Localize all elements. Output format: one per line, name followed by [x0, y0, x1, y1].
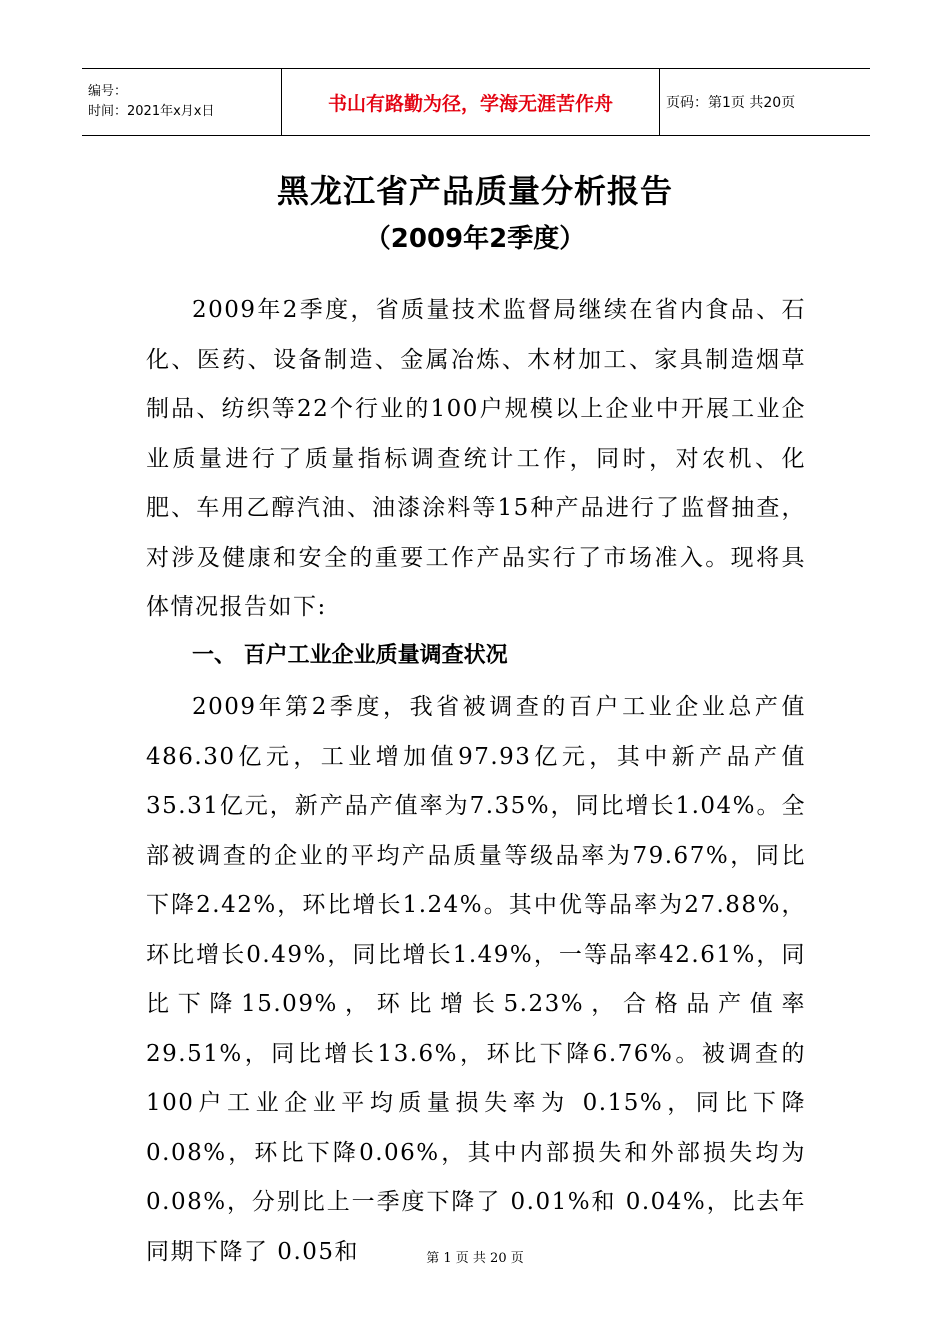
header-page-info — [660, 69, 870, 135]
motto-text: 书山有路勤为径，学海无涯苦作舟 — [327, 92, 613, 115]
page-footer: 第 1 页 共 20 页 — [426, 1251, 524, 1266]
page-info-text: 页码：第1页 共20页 — [666, 95, 796, 111]
header-meta — [82, 69, 282, 135]
section-1-paragraph: 2009年第2季度，我省被调查的百户工业企业总产值486.30亿元，工业增加值97.93亿元，其中新产品产值35.31亿元，新产品产值率为7.35%，同比增长1.04%。全部被调查的企业的平均产品质量等级品率为79.67%，同比下降2.42%，环比增长1.24%。其中优等品率为27.88%，环比增长0.49%，同比增长1.49%，一等品率42.61%，同比下降15.09%，环比增长5.23%，合格品产值率29.51%，同比增长13.6%，环比下降6.76%。被调查的100户工业企业平均质量损失率为 0.15%，同比下降 0.08%，环比下降0.06%，其中内部损失和外部损失均为0.08%，分别比上一季度下降了 0.01%和 0.04%，比去年同期下降了 0.05和 — [146, 694, 806, 1265]
doc-time-label: 时间：2021年x月x日 — [88, 104, 215, 119]
intro-block — [146, 286, 806, 633]
page-header — [82, 68, 870, 136]
header-motto — [282, 69, 660, 135]
doc-number-label: 编号： — [88, 84, 128, 99]
section-1-block — [146, 683, 806, 1277]
section-1-heading: 一、 百户工业企业质量调查状况 — [192, 643, 508, 668]
document-subtitle: （2009年2季度） — [364, 224, 586, 254]
intro-paragraph: 2009年2季度，省质量技术监督局继续在省内食品、石化、医药、设备制造、金属冶炼、木材加工、家具制造烟草制品、纺织等22个行业的100户规模以上企业中开展工业企业质量进行了质量指标调查统计工作，同时，对农机、化肥、车用乙醇汽油、油漆涂料等15种产品进行了监督抽查，对涉及健康和安全的重要工作产品实行了市场准入。现将具体情况报告如下: — [146, 297, 806, 620]
document-title: 黑龙江省产品质量分析报告 — [276, 172, 673, 210]
